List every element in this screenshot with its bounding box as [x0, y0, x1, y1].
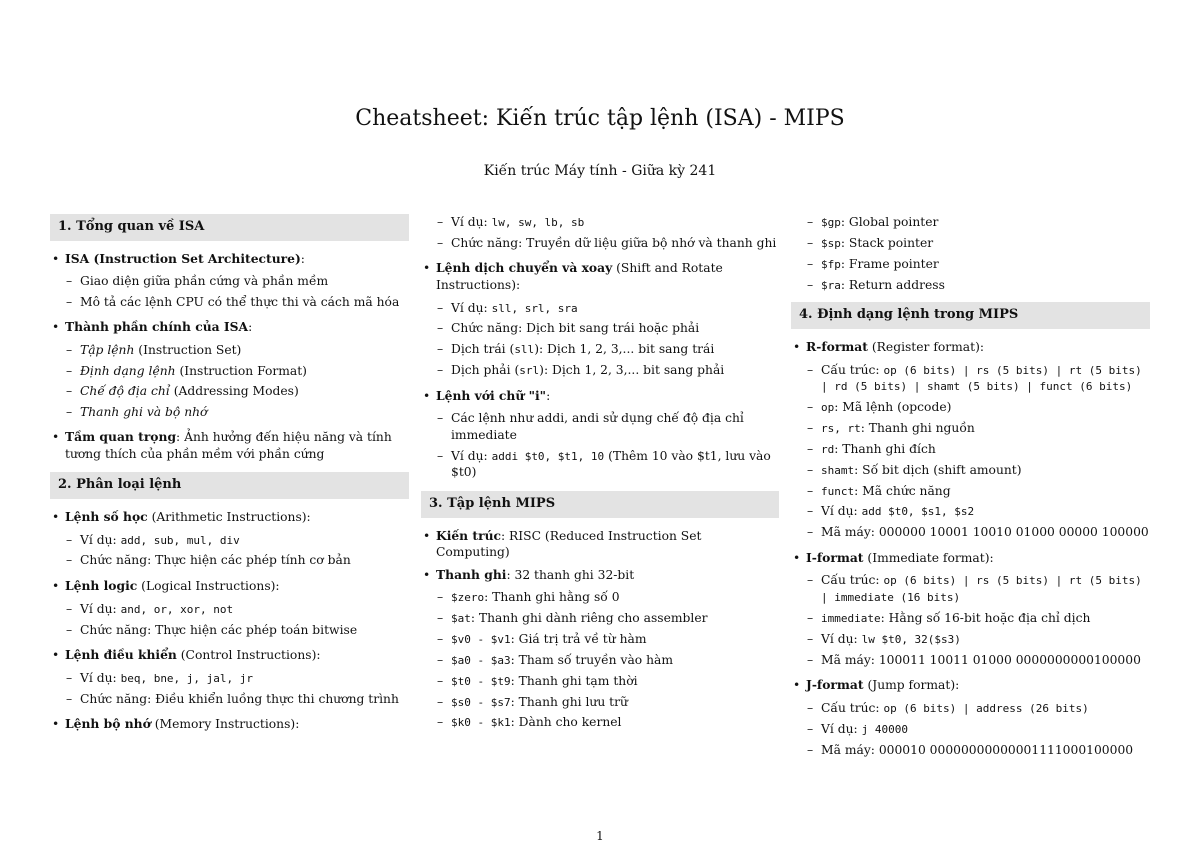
bullet-logic: • Lệnh logic (Logical Instructions): — [50, 578, 409, 595]
list-item: – Ví dụ: lw, sw, lb, sb — [451, 214, 779, 231]
term: Lệnh với chữ "i" — [436, 387, 547, 403]
list-item: – rs, rt: Thanh ghi nguồn — [821, 420, 1150, 437]
list-item: – Cấu trúc: op (6 bits) | address (26 bits) — [821, 700, 1150, 717]
sublist-registers — [421, 589, 779, 731]
list-item: – Dịch trái (sll): Dịch 1, 2, 3,... bit sang trái — [451, 341, 779, 358]
list-item: – Các lệnh như addi, andi sử dụng chế độ địa chỉ immediate — [451, 410, 779, 443]
bullet-arithmetic: • Lệnh số học (Arithmetic Instructions): — [50, 509, 409, 526]
list-item: – funct: Mã chức năng — [821, 483, 1150, 500]
list-item: – Ví dụ: sll, srl, sra — [451, 300, 779, 317]
page-number: 1 — [596, 829, 604, 843]
term: Lệnh dịch chuyển và xoay — [436, 260, 613, 276]
list-item: – Mã máy: 100011 10011 01000 0000000000100000 — [821, 652, 1150, 669]
term: Tầm quan trọng — [65, 429, 177, 445]
list-item: – Mã máy: 000010 00000000000001111000100000 — [821, 742, 1150, 759]
sublist-memory — [421, 214, 779, 251]
list-item: – Mã máy: 000000 10001 10010 01000 00000 100000 — [821, 524, 1150, 541]
term: Kiến trúc — [436, 527, 501, 543]
list-item: – $gp: Global pointer — [821, 214, 1150, 231]
term: Thanh ghi — [436, 566, 507, 582]
list-item: – Ví dụ: lw $t0, 32($s3) — [821, 631, 1150, 648]
list-item: – $zero: Thanh ghi hằng số 0 — [451, 589, 779, 606]
bullet-j-format: • J-format (Jump format): — [791, 677, 1150, 694]
bullet-isa: • ISA (Instruction Set Architecture): — [50, 251, 409, 268]
page-subtitle: Kiến trúc Máy tính - Giữa kỳ 241 — [483, 163, 717, 179]
list-item: – $k0 - $k1: Dành cho kernel — [451, 714, 779, 731]
list-item: – Tập lệnh (Instruction Set) — [80, 342, 409, 359]
section-heading-overview: 1. Tổng quan về ISA — [50, 214, 409, 241]
list-item: – Ví dụ: add, sub, mul, div — [80, 532, 409, 549]
column-1 — [50, 214, 409, 739]
term: Lệnh bộ nhớ — [65, 716, 151, 732]
list-item: – rd: Thanh ghi đích — [821, 441, 1150, 458]
sublist-components — [50, 342, 409, 420]
list-item: – Cấu trúc: op (6 bits) | rs (5 bits) | rt (5 bits) | immediate (16 bits) — [821, 572, 1150, 606]
bullet-immediate: • Lệnh với chữ "i": — [421, 388, 779, 405]
bullet-i-format: • I-format (Immediate format): — [791, 550, 1150, 567]
list-item: – Định dạng lệnh (Instruction Format) — [80, 363, 409, 380]
list-item: – $t0 - $t9: Thanh ghi tạm thời — [451, 673, 779, 690]
sublist-arithmetic — [50, 532, 409, 569]
list-item: – $at: Thanh ghi dành riêng cho assembler — [451, 610, 779, 627]
term: J-format — [806, 677, 864, 693]
term: Lệnh điều khiển — [65, 647, 177, 663]
sublist-immediate — [421, 410, 779, 481]
term: ISA (Instruction Set Architecture) — [65, 250, 301, 266]
sublist-i-format — [791, 572, 1150, 668]
list-item: – Chức năng: Dịch bit sang trái hoặc phải — [451, 320, 779, 337]
sublist-control — [50, 670, 409, 707]
column-3 — [791, 214, 1150, 767]
bullet-importance: • Tầm quan trọng: Ảnh hưởng đến hiệu năng và tính tương thích của phần mềm với phần cứng — [50, 429, 409, 462]
section-heading-mips: 3. Tập lệnh MIPS — [421, 491, 779, 518]
list-item: – shamt: Số bit dịch (shift amount) — [821, 462, 1150, 479]
list-item: – Mô tả các lệnh CPU có thể thực thi và cách mã hóa — [80, 294, 409, 311]
list-item: – $ra: Return address — [821, 277, 1150, 294]
list-item: – Giao diện giữa phần cứng và phần mềm — [80, 273, 409, 290]
list-item: – $fp: Frame pointer — [821, 256, 1150, 273]
list-item: – immediate: Hằng số 16-bit hoặc địa chỉ dịch — [821, 610, 1150, 627]
list-item: – Ví dụ: add $t0, $s1, $s2 — [821, 503, 1150, 520]
list-item: – Chức năng: Thực hiện các phép tính cơ bản — [80, 552, 409, 569]
term: I-format — [806, 549, 864, 565]
section-heading-classification: 2. Phân loại lệnh — [50, 472, 409, 499]
list-item: – Chế độ địa chỉ (Addressing Modes) — [80, 383, 409, 400]
list-item: – Thanh ghi và bộ nhớ — [80, 404, 409, 421]
list-item: – Ví dụ: addi $t0, $t1, 10 (Thêm 10 vào $t1, lưu vào $t0) — [451, 448, 779, 481]
list-item: – Chức năng: Thực hiện các phép toán bitwise — [80, 622, 409, 639]
bullet-control: • Lệnh điều khiển (Control Instructions): — [50, 647, 409, 664]
page-title: Cheatsheet: Kiến trúc tập lệnh (ISA) - MIPS — [355, 106, 845, 131]
list-item: – Chức năng: Điều khiển luồng thực thi chương trình — [80, 691, 409, 708]
bullet-architecture: • Kiến trúc: RISC (Reduced Instruction Set Computing) — [421, 528, 779, 561]
bullet-registers: • Thanh ghi: 32 thanh ghi 32-bit — [421, 567, 779, 584]
term: R-format — [806, 338, 868, 354]
list-item: – Ví dụ: beq, bne, j, jal, jr — [80, 670, 409, 687]
bullet-memory: • Lệnh bộ nhớ (Memory Instructions): — [50, 716, 409, 733]
sublist-shift — [421, 300, 779, 379]
list-item: – $s0 - $s7: Thanh ghi lưu trữ — [451, 694, 779, 711]
bullet-shift: • Lệnh dịch chuyển và xoay (Shift and Rotate Instructions): — [421, 260, 779, 293]
bullet-r-format: • R-format (Register format): — [791, 339, 1150, 356]
list-item: – $sp: Stack pointer — [821, 235, 1150, 252]
section-heading-formats: 4. Định dạng lệnh trong MIPS — [791, 302, 1150, 329]
sublist-logic — [50, 601, 409, 638]
sublist-r-format — [791, 362, 1150, 541]
term: Lệnh số học — [65, 509, 148, 525]
list-item: – Dịch phải (srl): Dịch 1, 2, 3,... bit sang phải — [451, 362, 779, 379]
sublist-isa — [50, 273, 409, 310]
list-item: – Ví dụ: j 40000 — [821, 721, 1150, 738]
list-item: – Ví dụ: and, or, xor, not — [80, 601, 409, 618]
list-item: – Chức năng: Truyền dữ liệu giữa bộ nhớ và thanh ghi — [451, 235, 779, 252]
list-item: – op: Mã lệnh (opcode) — [821, 399, 1150, 416]
term: Lệnh logic — [65, 578, 138, 594]
sublist-j-format — [791, 700, 1150, 758]
sublist-registers-cont — [791, 214, 1150, 293]
bullet-components: • Thành phần chính của ISA: — [50, 319, 409, 336]
list-item: – $v0 - $v1: Giá trị trả về từ hàm — [451, 631, 779, 648]
column-2 — [421, 214, 779, 740]
term: Thành phần chính của ISA — [65, 319, 249, 335]
list-item: – Cấu trúc: op (6 bits) | rs (5 bits) | rt (5 bits) | rd (5 bits) | shamt (5 bits) | funct (6 bits) — [821, 362, 1150, 396]
list-item: – $a0 - $a3: Tham số truyền vào hàm — [451, 652, 779, 669]
